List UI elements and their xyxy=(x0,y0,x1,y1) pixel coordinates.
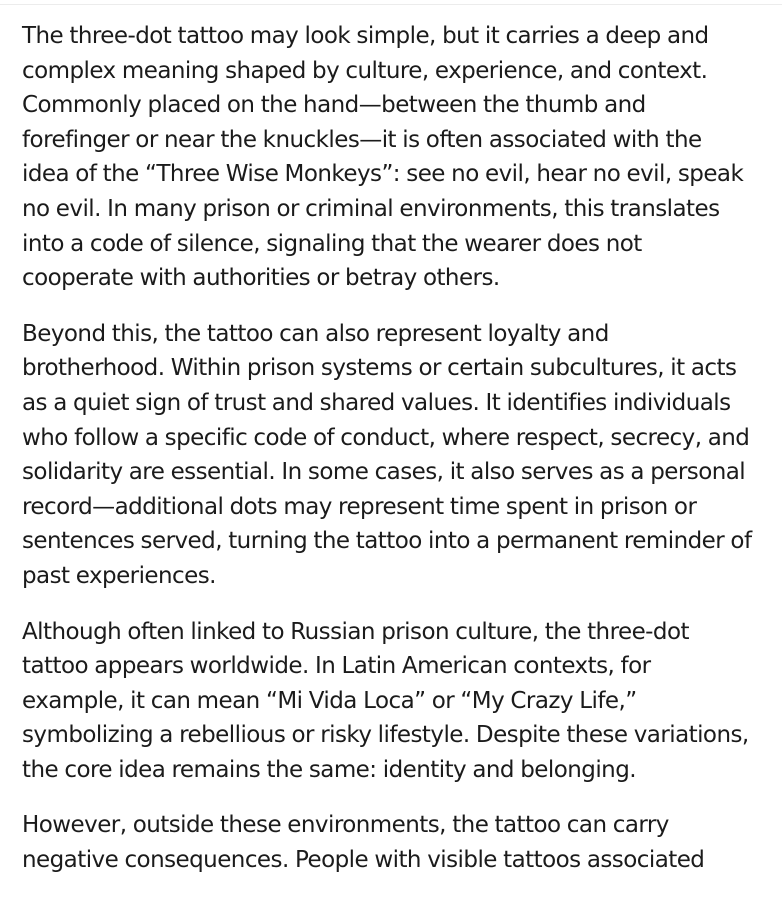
paragraph-3: Although often linked to Russian prison culture, the three-dot tattoo appears worldwide. In Latin American contexts, for example, it can mean “Mi Vida Loca” or “My Crazy Life,” symbolizing a rebellious or risky lifestyle. Despite these variations, the core idea remains the same: identity and belonging. xyxy=(22,618,749,783)
top-divider xyxy=(0,4,782,5)
article-body xyxy=(22,19,754,899)
paragraph-1: The three-dot tattoo may look simple, but it carries a deep and complex meaning shaped by culture, experience, and context. Commonly placed on the hand—between the thumb and forefinger or near the knuckles—it is often associated with the idea of the “Three Wise Monkeys”: see no evil, hear no evil, speak no evil. In many prison or criminal environments, this translates into a code of silence, signaling that the wearer does not cooperate with authorities or betray others. xyxy=(22,23,744,292)
paragraph-4: However, outside these environments, the tattoo can carry negative consequences. People with visible tattoos associated xyxy=(22,812,705,874)
paragraph-2: Beyond this, the tattoo can also represent loyalty and brotherhood. Within prison systems or certain subcultures, it acts as a quiet sign of trust and shared values. It identifies individuals who follow a specific code of conduct, where respect, secrecy, and solidarity are essential. In some cases, it also serves as a personal record—additional dots may represent time spent in prison or sentences served, turning the tattoo into a permanent reminder of past experiences. xyxy=(22,320,752,589)
